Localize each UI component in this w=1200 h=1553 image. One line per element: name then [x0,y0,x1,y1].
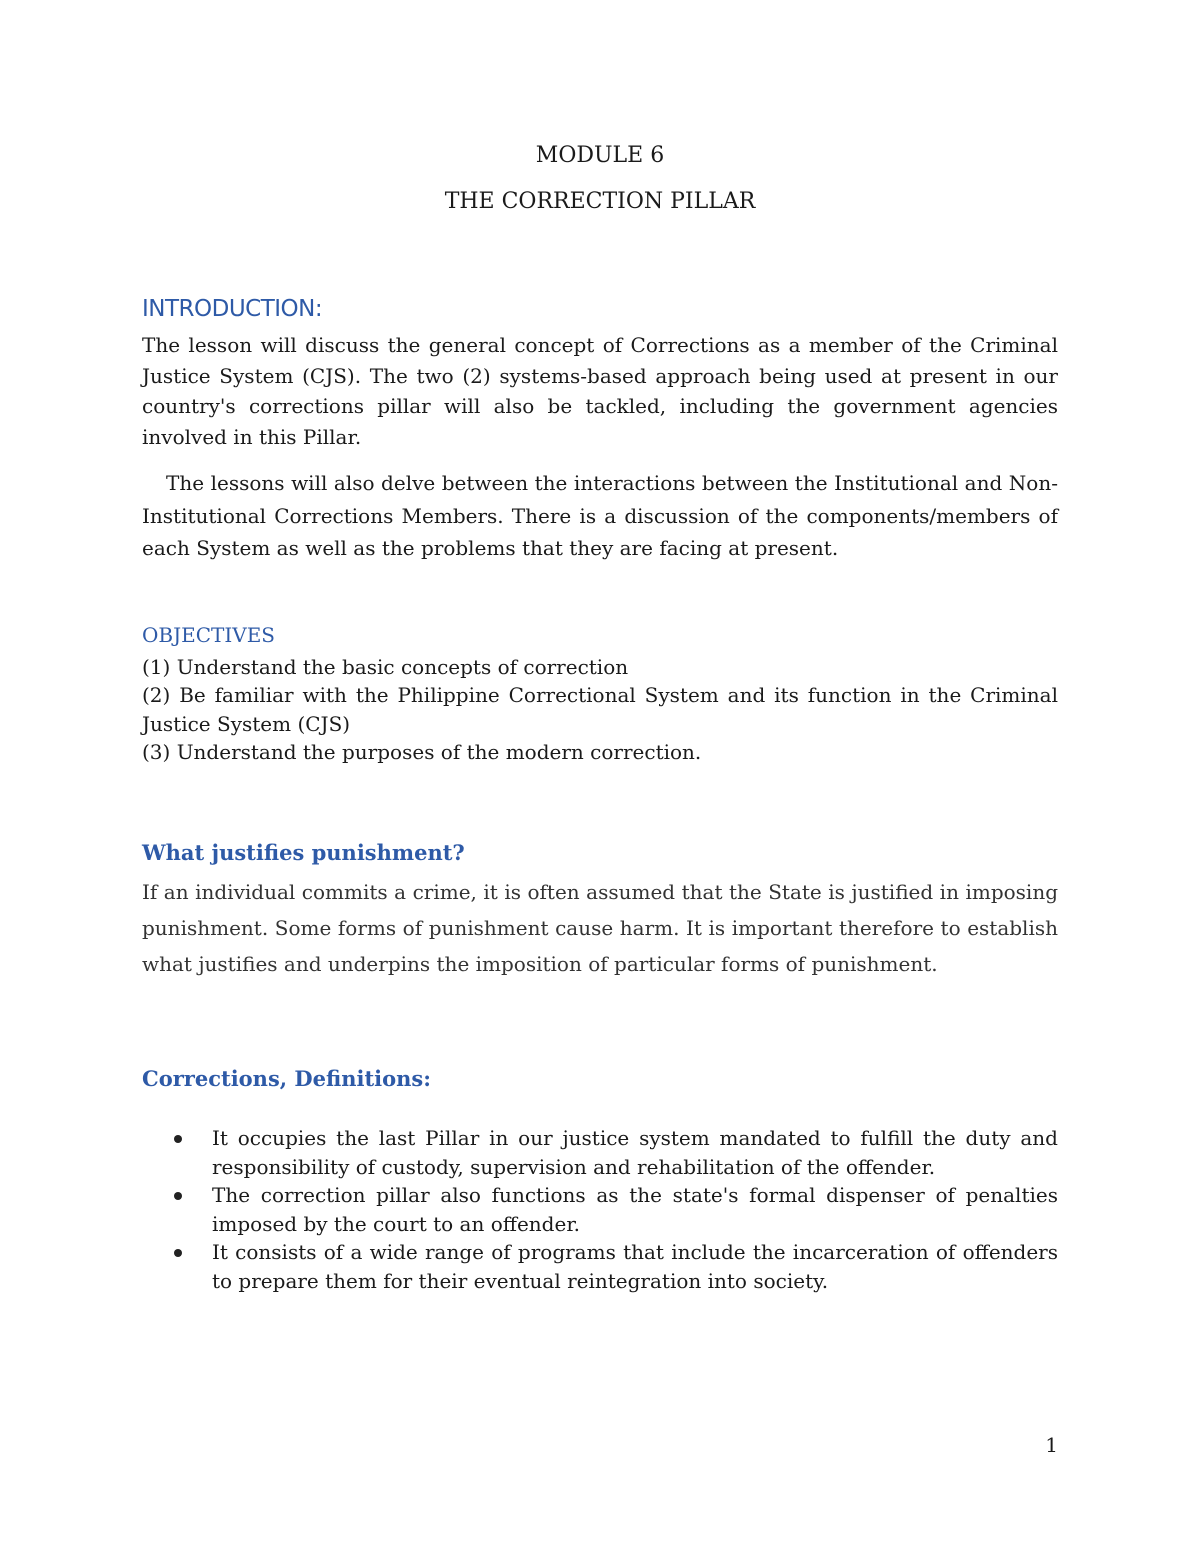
pillar-title: THE CORRECTION PILLAR [444,189,756,214]
bullet-dot-icon [174,1249,182,1257]
objective-item-3: (3) Understand the purposes of the modern correction. [142,740,702,764]
definition-bullet-text: It occupies the last Pillar in our justice system mandated to fulfill the duty and responsibility of custody, supervision and rehabilitation of the offender. [212,1126,1058,1179]
objective-item-2: (2) Be familiar with the Philippine Correctional System and its function in the Criminal Justice System (CJS) [142,683,1058,736]
page-number: 1 [1045,1433,1058,1457]
definition-bullet-3 [142,1238,1058,1295]
module-title: MODULE 6 [535,143,665,168]
definitions-heading: Corrections, Definitions: [142,1066,432,1091]
definition-bullet-2 [142,1181,1058,1238]
punishment-heading: What justifies punishment? [142,840,465,865]
punishment-paragraph: If an individual commits a crime, it is often assumed that the State is justified in imposing punishment. Some forms of punishment cause harm. It is important therefore to establish what justifies and underpins the imposition of particular forms of punishment. [142,880,1058,976]
bullet-dot-icon [174,1192,182,1200]
introduction-paragraph-1: The lesson will discuss the general concept of Corrections as a member of the Criminal Justice System (CJS). The two (2) systems-based approach being used at present in our country's corrections pillar will also be tackled, including the government agencies involved in this Pillar. [142,333,1058,449]
introduction-paragraph-2: The lessons will also delve between the interactions between the Institutional and Non-Institutional Corrections Members. There is a discussion of the components/members of each System as well as the problems that they are facing at present. [142,471,1058,560]
bullet-dot-icon [174,1135,182,1143]
definition-bullet-text: The correction pillar also functions as the state's formal dispenser of penalties imposed by the court to an offender. [212,1183,1058,1236]
introduction-heading: INTRODUCTION: [142,296,323,322]
definition-bullet-text: It consists of a wide range of programs that include the incarceration of offenders to prepare them for their eventual reintegration into society. [212,1240,1058,1293]
objective-item-1: (1) Understand the basic concepts of correction [142,655,629,679]
definition-bullet-1 [142,1124,1058,1181]
objectives-heading: OBJECTIVES [142,623,275,647]
definitions-list [142,1124,1058,1295]
